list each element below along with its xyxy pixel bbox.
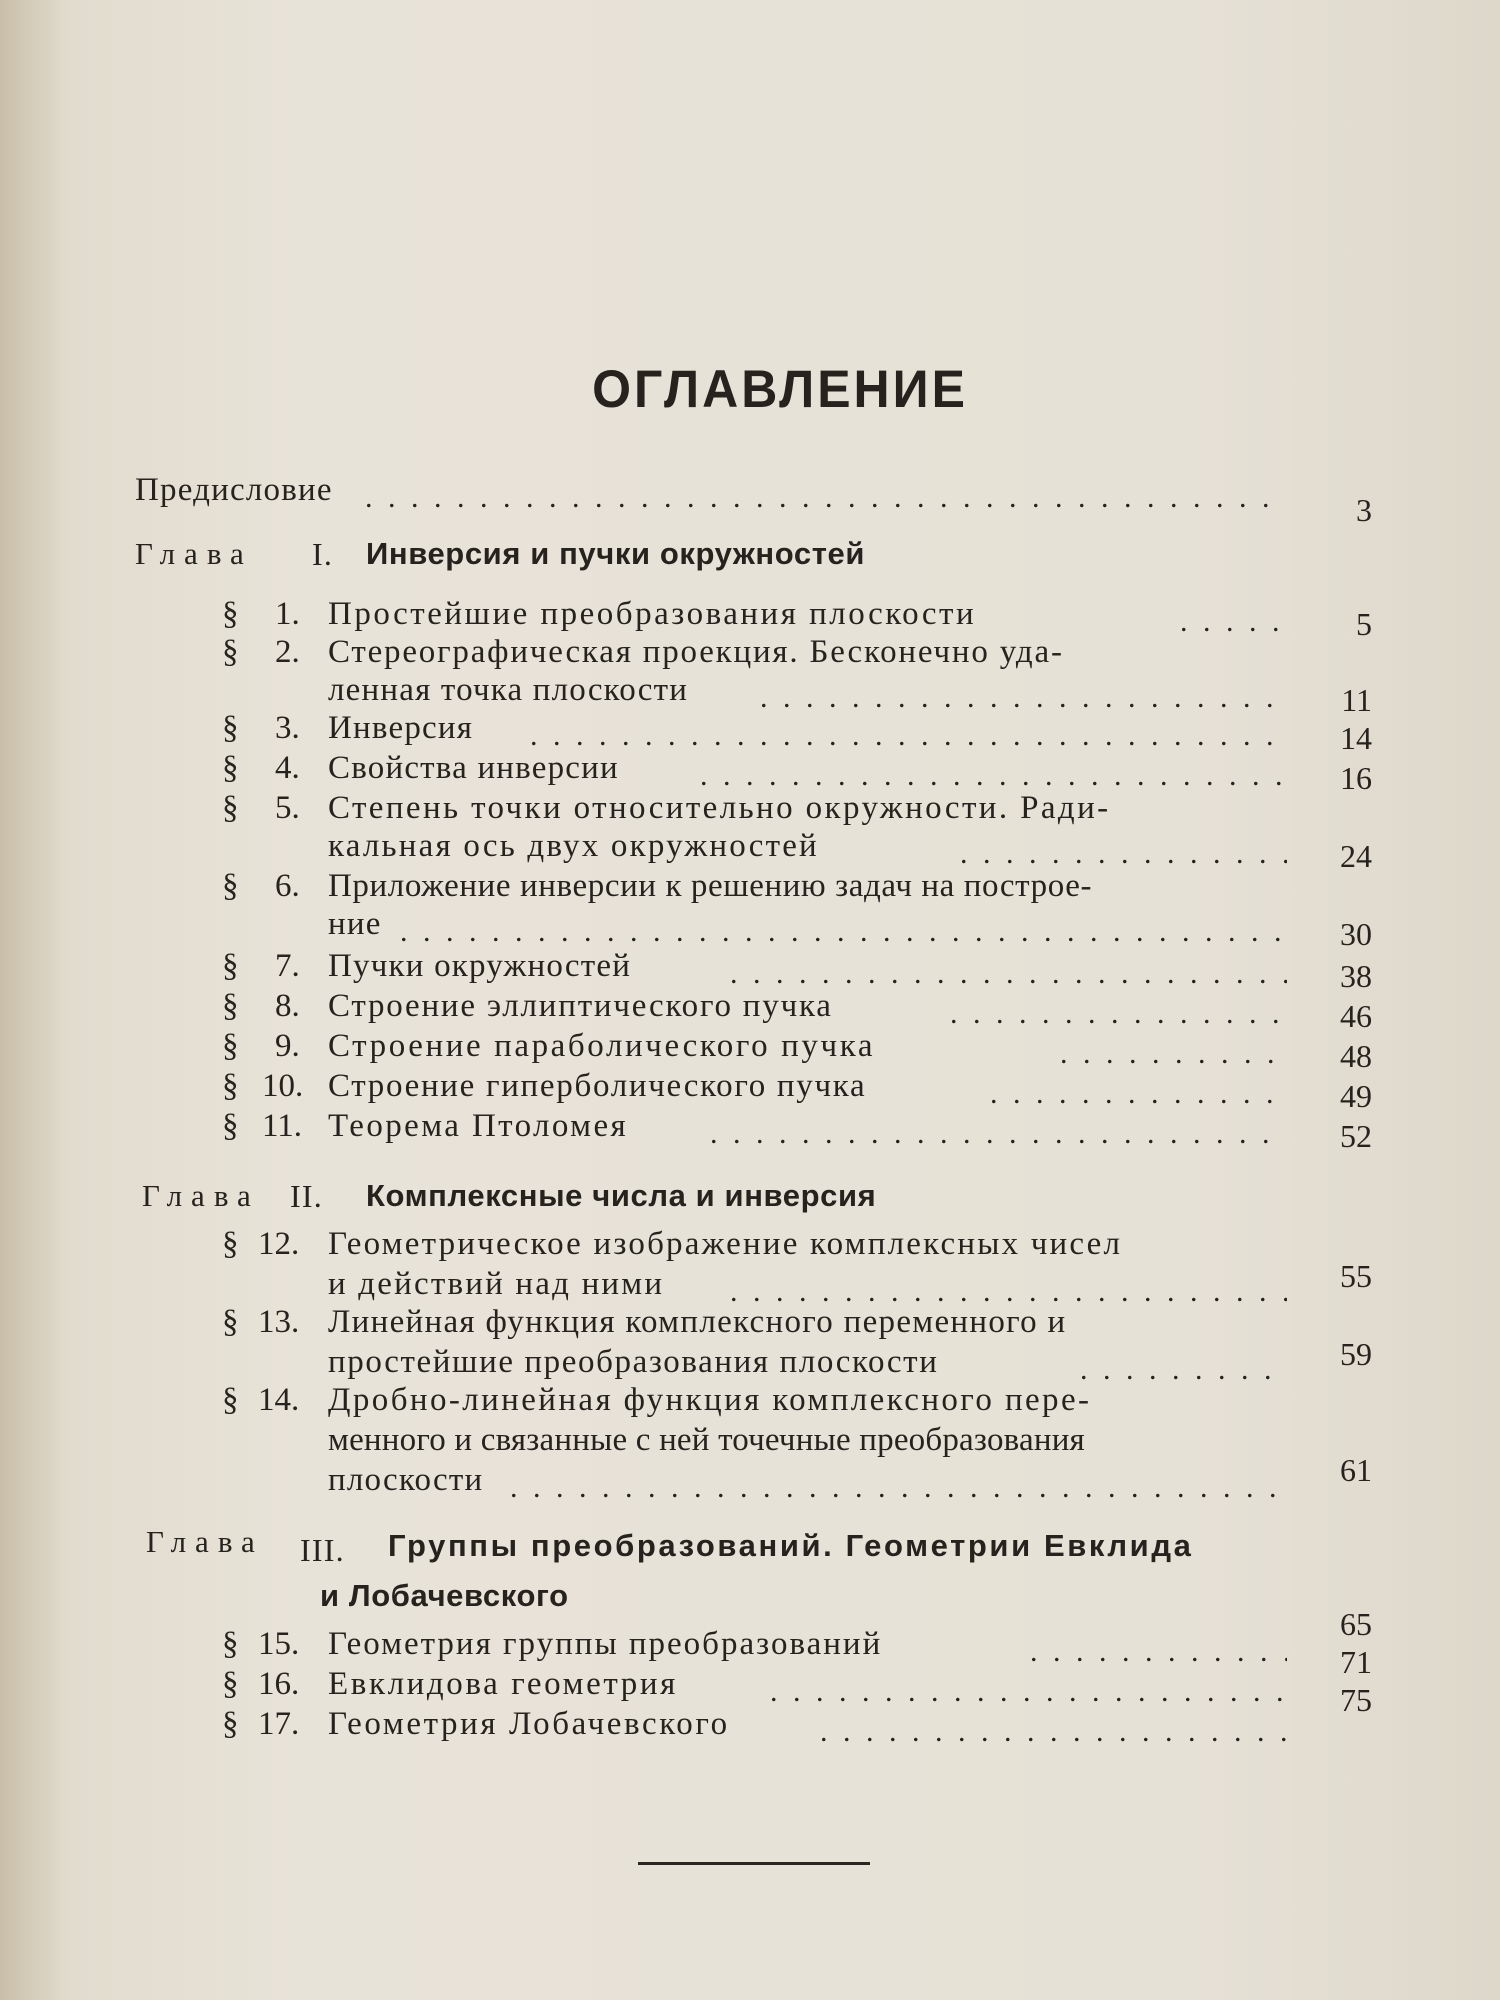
dot-leader <box>990 1074 1287 1114</box>
section-number: 11. <box>262 1108 303 1144</box>
section-page: 71 <box>1340 1644 1372 1680</box>
section-number: 9. <box>275 1028 300 1064</box>
section-title-line: Геометрия Лобачевского <box>328 1706 730 1742</box>
section-title-line: Инверсия <box>328 710 474 746</box>
section-title-line: Свойства инверсии <box>328 750 619 786</box>
section-page: 59 <box>1340 1336 1372 1372</box>
section-number: 16. <box>258 1666 300 1702</box>
section-sign: § <box>222 710 239 746</box>
section-title-line: Приложение инверсии к решению задач на построе- <box>328 868 1093 904</box>
chapter-title-continuation: и Лобачевского <box>320 1578 569 1613</box>
section-number: 13. <box>258 1304 300 1340</box>
section-sign: § <box>222 634 239 670</box>
page-title: ОГЛАВЛЕНИЕ <box>592 359 968 419</box>
section-title-line: простейшие преобразования плоскости <box>328 1344 939 1380</box>
section-title-line: Геометрическое изображение комплексных чисел <box>328 1226 1123 1262</box>
chapter-number: III. <box>300 1532 345 1568</box>
section-title-line: ние <box>328 906 382 942</box>
section-sign: § <box>222 1028 239 1064</box>
section-sign: § <box>222 1068 239 1104</box>
section-title-line: Евклидова геометрия <box>328 1666 678 1702</box>
section-number: 7. <box>275 948 300 984</box>
section-number: 17. <box>258 1706 300 1742</box>
dot-leader <box>820 1712 1287 1752</box>
section-number: 15. <box>258 1626 300 1662</box>
section-page: 5 <box>1356 606 1372 642</box>
section-number: 3. <box>275 710 300 746</box>
section-sign: § <box>222 750 239 786</box>
section-page: 61 <box>1340 1452 1372 1488</box>
section-sign: § <box>222 1706 239 1742</box>
chapter-number: I. <box>312 536 334 572</box>
end-rule <box>638 1862 870 1865</box>
section-title-line: Дробно-линейная функция комплексного пере- <box>328 1382 1092 1418</box>
section-number: 2. <box>275 634 300 670</box>
section-sign: § <box>222 596 239 632</box>
section-title-line: Строение гиперболического пучка <box>328 1068 867 1104</box>
section-page: 30 <box>1340 916 1372 952</box>
section-number: 14. <box>258 1382 300 1418</box>
dot-leader <box>530 716 1287 756</box>
chapter-title: Группы преобразований. Геометрии Евклида <box>388 1528 1194 1563</box>
section-sign: § <box>222 1382 239 1418</box>
dot-leader <box>710 1114 1287 1154</box>
section-page: 46 <box>1340 998 1372 1034</box>
section-sign: § <box>222 790 239 826</box>
dot-leader <box>1060 1034 1287 1074</box>
section-title-line: кальная ось двух окружностей <box>328 828 819 864</box>
dot-leader <box>510 1468 1287 1508</box>
section-page: 16 <box>1340 760 1372 796</box>
section-title-line: Степень точки относительно окружности. Ради- <box>328 790 1111 826</box>
section-sign: § <box>222 948 239 984</box>
section-page: 52 <box>1340 1118 1372 1154</box>
section-title-line: Строение эллиптического пучка <box>328 988 833 1024</box>
section-number: 12. <box>258 1226 300 1262</box>
section-sign: § <box>222 1626 239 1662</box>
section-page: 55 <box>1340 1258 1372 1294</box>
section-sign: § <box>222 988 239 1024</box>
chapter-title: Комплексные числа и инверсия <box>366 1178 877 1213</box>
section-number: 10. <box>262 1068 304 1104</box>
dot-leader <box>1030 1632 1287 1672</box>
section-page: 11 <box>1341 682 1372 718</box>
dot-leader <box>1180 602 1287 642</box>
section-title-line: ленная точка плоскости <box>328 672 689 708</box>
section-sign: § <box>222 1108 239 1144</box>
dot-leader <box>950 994 1287 1034</box>
section-title-line: Геометрия группы преобразований <box>328 1626 883 1662</box>
section-title-line: Строение параболического пучка <box>328 1028 876 1064</box>
section-page: 38 <box>1340 958 1372 994</box>
section-sign: § <box>222 868 239 904</box>
section-sign: § <box>222 1304 239 1340</box>
section-title-line: Стереографическая проекция. Бесконечно уда- <box>328 634 1064 670</box>
section-title-line: Простейшие преобразования плоскости <box>328 596 977 632</box>
section-number: 1. <box>275 596 300 632</box>
section-sign: § <box>222 1226 239 1262</box>
section-number: 8. <box>275 988 300 1024</box>
section-sign: § <box>222 1666 239 1702</box>
section-page: 75 <box>1340 1682 1372 1718</box>
chapter-word: Глава <box>135 536 253 571</box>
section-title-line: плоскости <box>328 1462 484 1498</box>
section-page: 48 <box>1340 1038 1372 1074</box>
section-page: 24 <box>1340 838 1372 874</box>
dot-leader <box>760 678 1287 718</box>
section-number: 4. <box>275 750 300 786</box>
section-page: 49 <box>1340 1078 1372 1114</box>
chapter-number: II. <box>290 1178 323 1214</box>
chapter-word: Глава <box>142 1178 260 1213</box>
section-title-line: Линейная функция комплексного переменного и <box>328 1304 1067 1340</box>
dot-leader <box>770 1672 1287 1712</box>
section-number: 6. <box>275 868 300 904</box>
preface-label: Предисловие <box>135 472 333 508</box>
dot-leader <box>1080 1350 1287 1390</box>
section-title-line: Пучки окружностей <box>328 948 632 984</box>
section-title-line: и действий над ними <box>328 1266 665 1302</box>
section-title-line: Теорема Птоломея <box>328 1108 629 1144</box>
section-page: 14 <box>1340 720 1372 756</box>
section-title-line: менного и связанные с ней точечные преобразования <box>328 1422 1085 1458</box>
chapter-title: Инверсия и пучки окружностей <box>366 536 865 571</box>
chapter-word: Глава <box>146 1524 264 1559</box>
preface-page: 3 <box>1356 492 1372 528</box>
section-page: 65 <box>1340 1606 1372 1642</box>
section-number: 5. <box>275 790 300 826</box>
dot-leader <box>365 478 1287 518</box>
